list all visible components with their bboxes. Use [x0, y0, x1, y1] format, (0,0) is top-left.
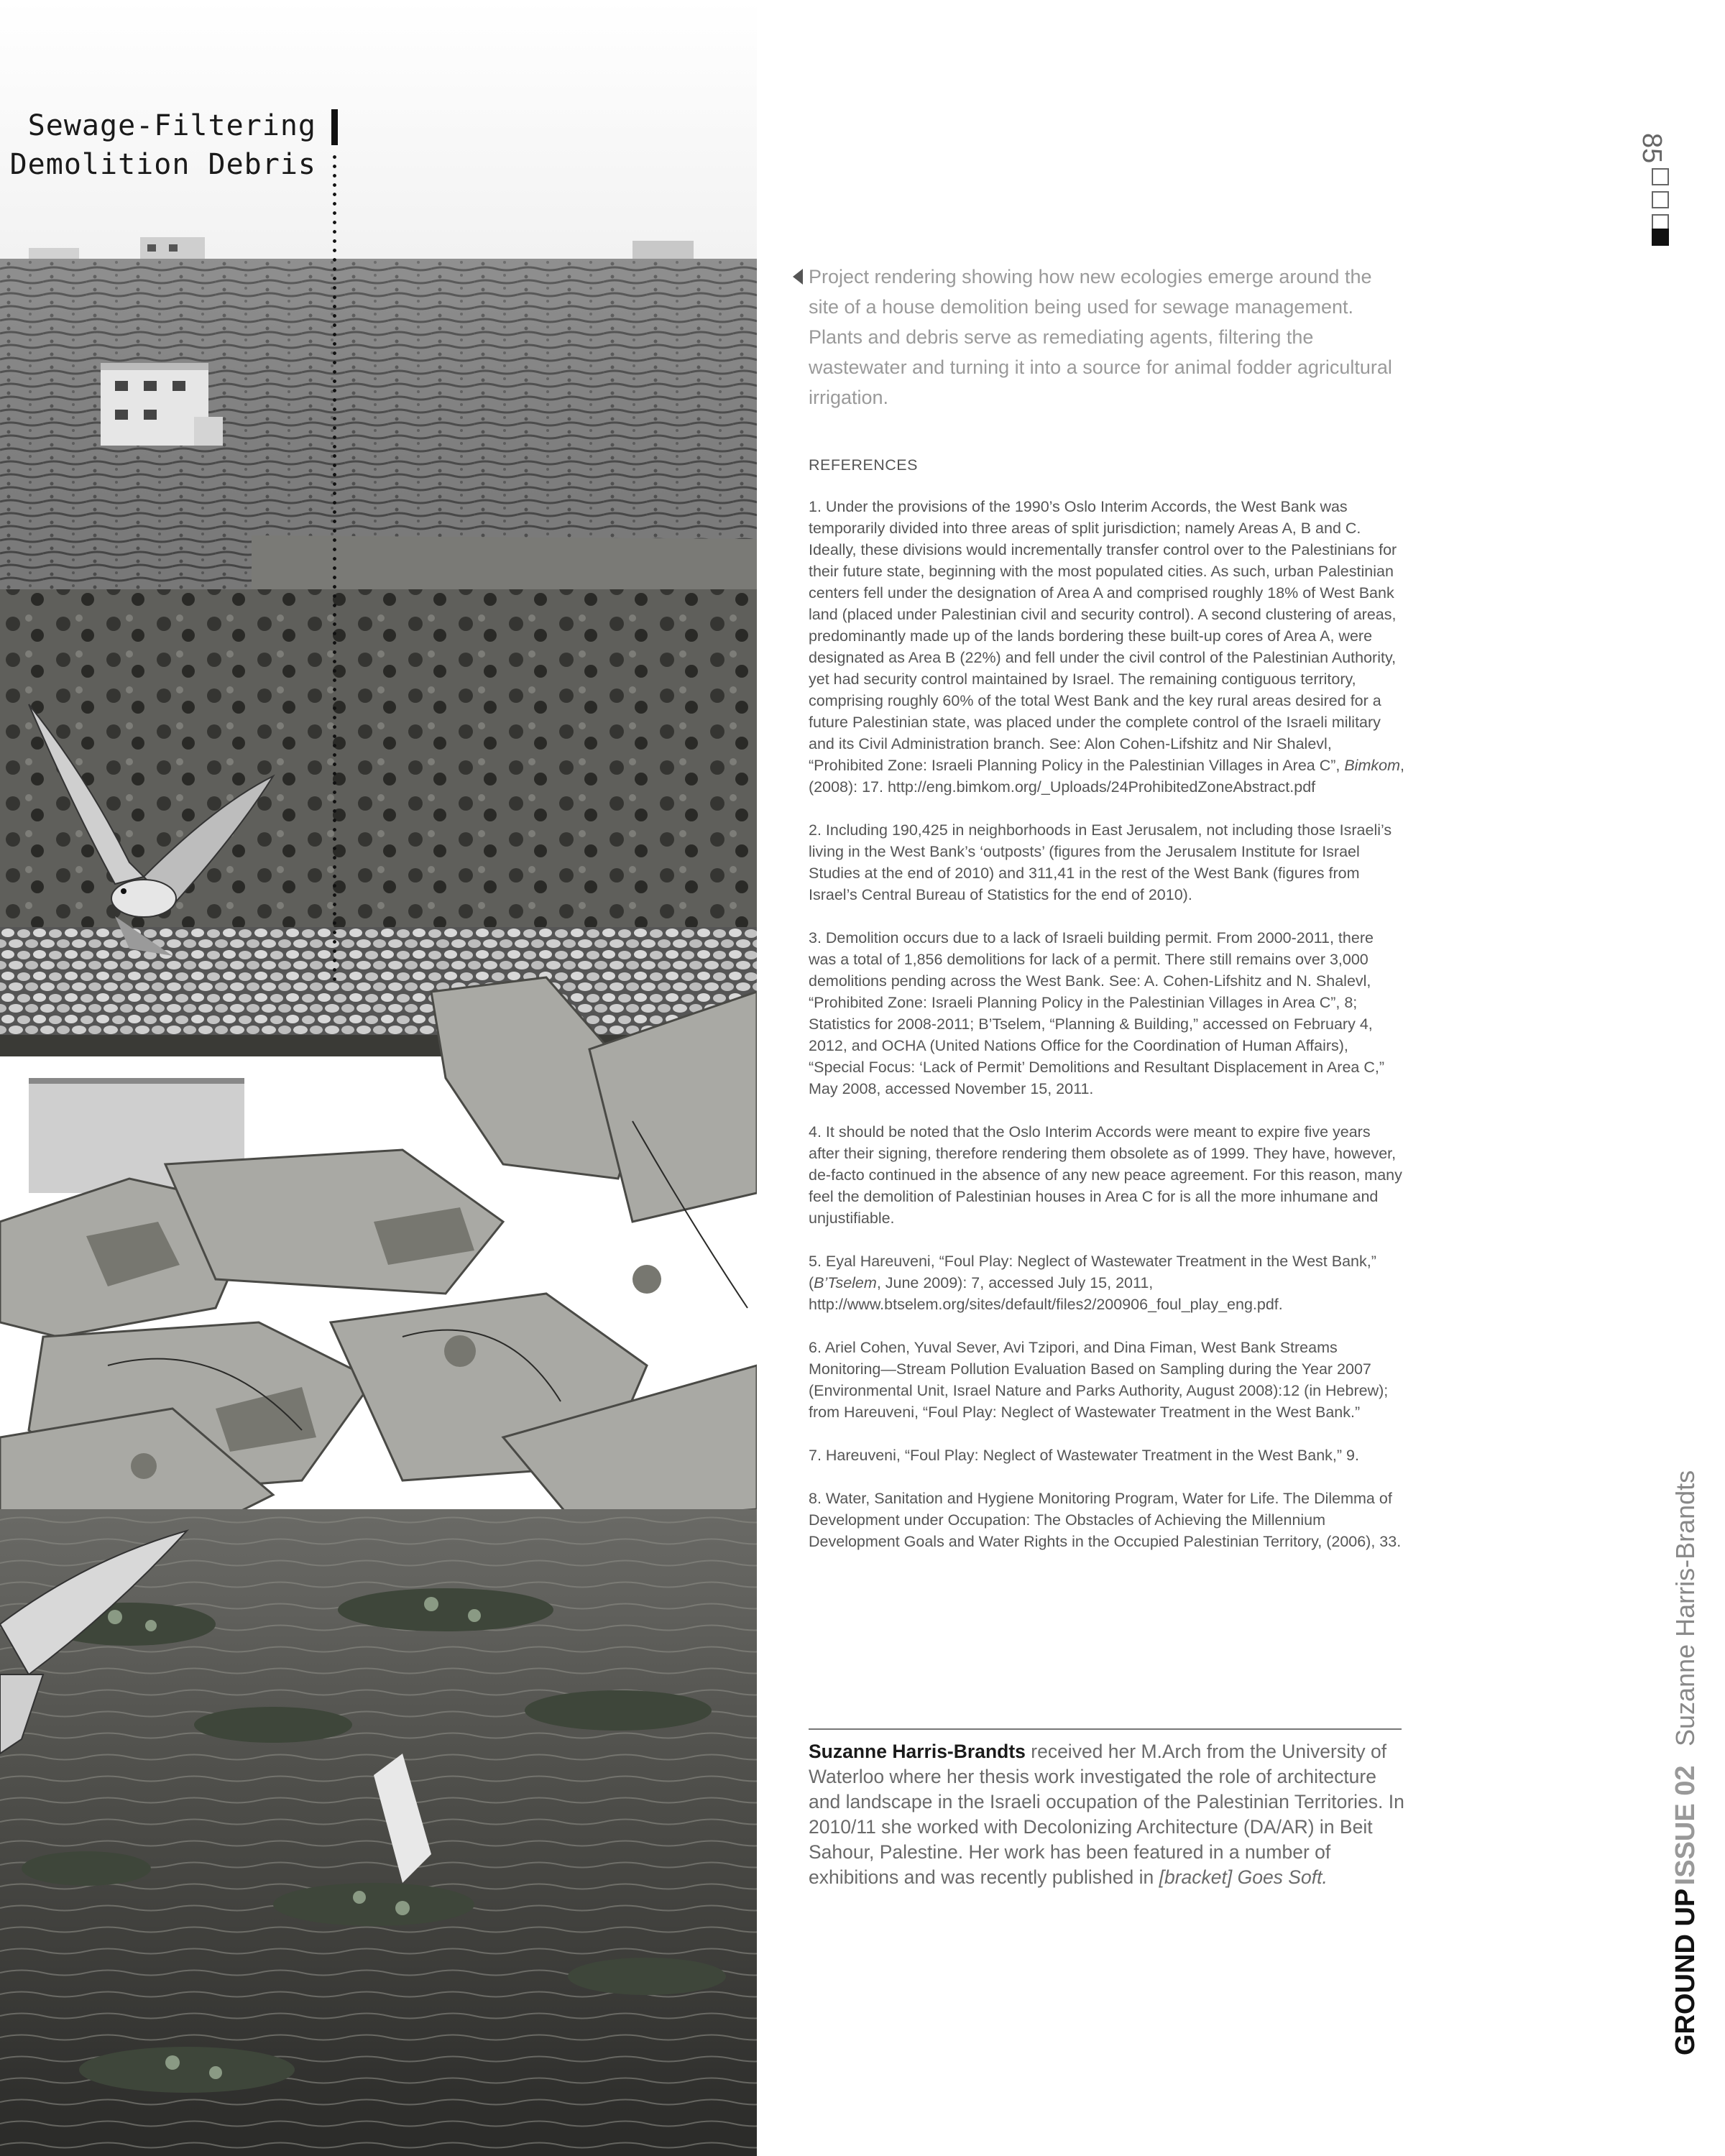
title-line-2: Demolition Debris	[9, 148, 316, 181]
bio-divider	[809, 1728, 1402, 1730]
folio-box-icon	[1652, 191, 1669, 208]
title-bar-marker	[331, 109, 338, 145]
reference-item: 7. Hareuveni, “Foul Play: Neglect of Wastewater Treatment in the West Bank,” 9.	[809, 1447, 1359, 1464]
reference-item: 5. Eyal Hareuveni, “Foul Play: Neglect of Wastewater Treatment in the West Bank,” (B’Tselem, June 2009): 7, accessed July 15, 2011, http://www.btselem.org/sites/default/files2/200906_foul_play_eng.pdf.	[809, 1253, 1376, 1313]
reference-item: 3. Demolition occurs due to a lack of Israeli building permit. From 2000-2011, there was a total of 1,856 demolitions for lack of a permit. There still remains over 3,000 demolitions pending across the West Bank. See: A. Cohen-Lifshitz and N. Shalevl, “Prohibited Zone: Israeli Planning Policy in the Palestinian Villages in Area C”, 8; Statistics for 2008-2011; B’Tselem, “Planning & Building,” accessed on February 4, 2012, and OCHA (United Nations Office for the Coordination of Human Affairs), “Special Focus: ‘Lack of Permit’ Demolitions and Resultant Displacement in Area C,” May 2008, accessed November 15, 2011.	[809, 929, 1385, 1097]
dotted-guide-line	[333, 152, 336, 986]
bio-text: received her M.Arch from the University of Waterloo where her thesis work investigated the role of architecture and landscape in the Israeli occupation of the Palestinian Territories. In 2010/11 she worked with Decolonizing Architecture (DA/AR) in Beit Sahour, Palestine. Her work has been featured in a number of exhibitions and was recently published in	[809, 1741, 1404, 1888]
references-heading: REFERENCES	[809, 456, 918, 474]
author-bio	[809, 1739, 1405, 1890]
article-title	[0, 106, 316, 184]
magazine-name: GROUND UP	[1670, 1888, 1701, 2055]
reference-item: 6. Ariel Cohen, Yuval Sever, Avi Tzipori, and Dina Fiman, West Bank Streams Monitoring—Stream Pollution Evaluation Based on Sampling during the Year 2007 (Environmental Unit, Israel Nature and Parks Authority, August 2008):12 (in Hebrew); from Hareuveni, “Foul Play: Neglect of Wastewater Treatment in the West Bank.”	[809, 1339, 1389, 1421]
house-icon	[101, 363, 223, 446]
author-name: Suzanne Harris-Brandts	[809, 1741, 1026, 1762]
reference-item: 4. It should be noted that the Oslo Interim Accords were meant to expire five years after their signing, therefore rendering them obsolete as of 1999. They have, however, de-facto continued in the absence of any new peace agreement. For this reason, many feel the demolition of Palestinian houses in Area C for is all the more inhumane and unjustifiable.	[809, 1123, 1402, 1227]
issue-label: ISSUE 02	[1670, 1765, 1701, 1886]
project-rendering-photo	[0, 0, 757, 2156]
folio-box-icon	[1652, 168, 1669, 185]
spine-author: Suzanne Harris-Brandts	[1670, 1470, 1700, 1746]
bio-publication: [bracket] Goes Soft.	[1159, 1866, 1328, 1888]
running-footer	[1671, 1470, 1706, 2055]
photo-caption: Project rendering showing how new ecologies emerge around the site of a house demolition being used for sewage management. Plants and debris serve as remediating agents, filtering the wastewater and turning it into a source for animal fodder agricultural irrigation.	[809, 266, 1392, 408]
page-number: 85	[1637, 133, 1667, 164]
references-section	[809, 454, 1405, 1574]
reference-item: 2. Including 190,425 in neighborhoods in East Jerusalem, not including those Israeli’s living in the West Bank’s ‘outposts’ (figures from the Jerusalem Institute for Israel Studies at the end of 2010) and 311,41 in the rest of the West Bank (figures from Israel’s Central Bureau of Statistics for the end of 2010).	[809, 821, 1392, 903]
reference-item: 1. Under the provisions of the 1990’s Oslo Interim Accords, the West Bank was temporarily divided into three areas of split jurisdiction; namely Areas A, B and C. Ideally, these divisions would incrementally transfer control over to the Palestinians for their future state, beginning with the most populated cities. As such, urban Palestinian centers fell under the designation of Area A and comprised roughly 18% of West Bank land (placed under Palestinian civil and security control). A second clustering of areas, predominantly made up of the lands bordering these built-up cores of Area A, were designated as Area B (22%) and fell under the civil control of the Palestinian Authority, yet had security control maintained by Israel. The remaining contiguous territory, comprising roughly 60% of the total West Bank and the key rural areas desired for a future Palestinian state, was placed under the complete control of the Israeli military and its Civil Administration branch. See: Alon Cohen-Lifshitz and Nir Shalevl, “Prohibited Zone: Israeli Planning Policy in the Palestinian Villages in Area C”, Bimkom, (2008): 17. http://eng.bimkom.org/_Uploads/24ProhibitedZoneAbstract.pdf	[809, 498, 1404, 796]
caption-arrow-icon	[793, 269, 803, 285]
reference-item: 8. Water, Sanitation and Hygiene Monitoring Program, Water for Life. The Dilemma of Development under Occupation: The Obstacles of Achieving the Millennium Development Goals and Water Rights in the Occupied Palestinian Territory, (2006), 33.	[809, 1490, 1402, 1550]
title-line-1: Sewage-Filtering	[27, 109, 316, 142]
folio-box-filled-icon	[1652, 229, 1669, 246]
